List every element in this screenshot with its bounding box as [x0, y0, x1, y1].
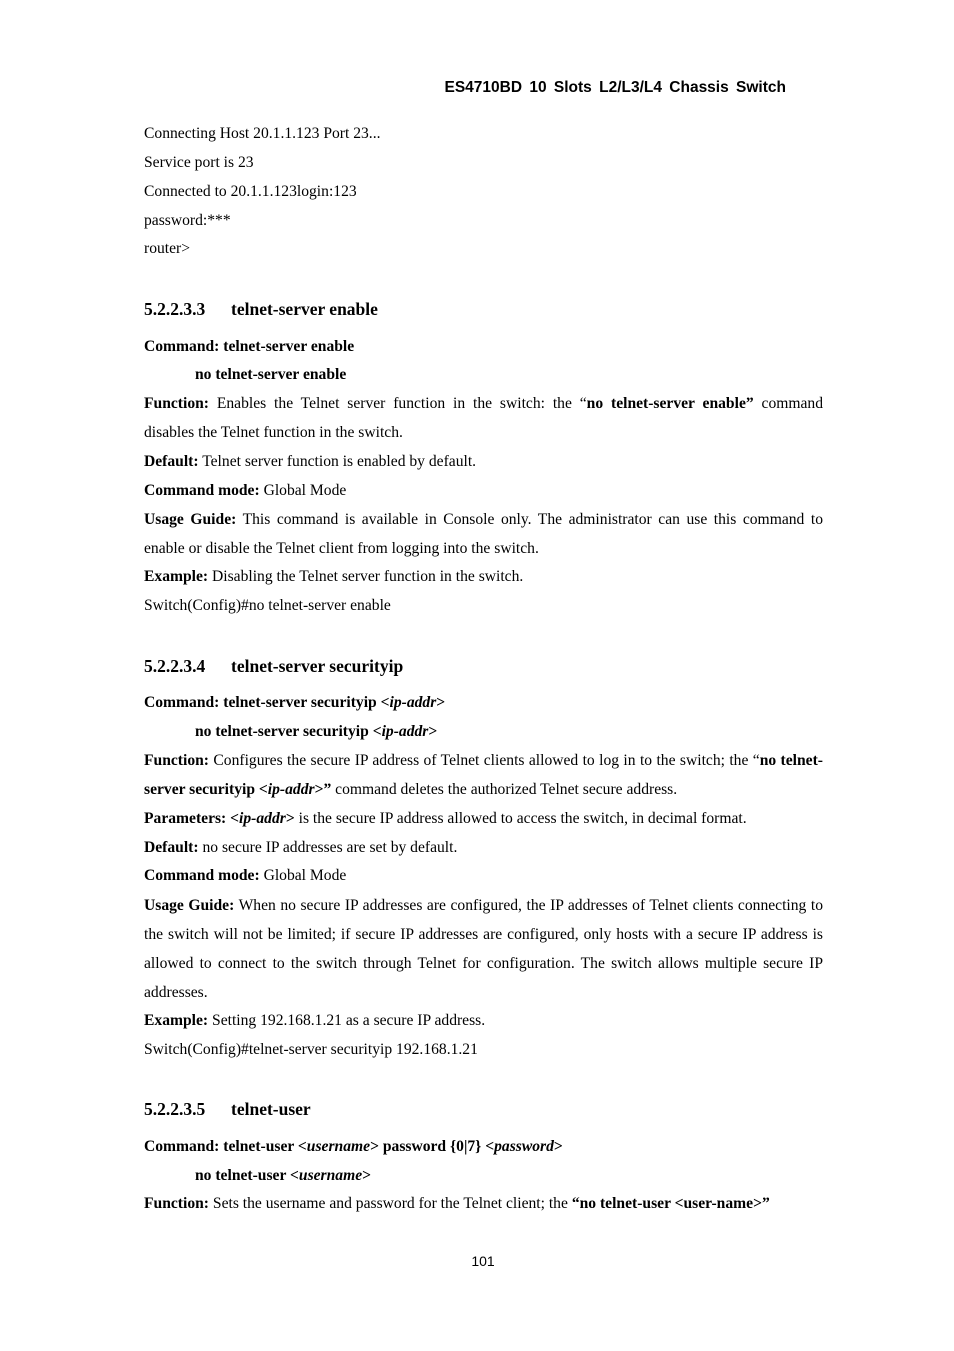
example-line [144, 567, 523, 587]
command-label: Command: [144, 1138, 220, 1155]
example-label: Example: [144, 1012, 209, 1029]
command-line [144, 1137, 563, 1157]
parameters-line [144, 809, 747, 829]
function-text: Sets the username and password for the Telnet client; the [212, 1195, 572, 1212]
function-command: “no telnet-user <user-name>” [571, 1195, 770, 1212]
section-title: telnet-user [231, 1099, 311, 1119]
function-command: no telnet-server securityip < [144, 752, 823, 798]
function-label: Function: [144, 1195, 209, 1212]
default-text: Telnet server function is enabled by default. [202, 453, 477, 470]
function-paragraph [144, 746, 823, 804]
command-line [144, 337, 354, 357]
function-paragraph [144, 389, 823, 447]
mode-line [144, 866, 346, 886]
command-param: username [306, 1138, 371, 1155]
section-number: 5.2.2.3.5 [144, 1099, 206, 1119]
parameters-text: is the secure IP address allowed to access the switch, in decimal format. [294, 810, 747, 827]
intro-line: Connecting Host 20.1.1.123 Port 23... [144, 125, 381, 142]
section-title: telnet-server securityip [231, 656, 404, 676]
function-text: command deletes the authorized Telnet secure address. [331, 781, 678, 798]
command-text: telnet-server enable [223, 338, 355, 355]
usage-text: When no secure IP addresses are configured, the IP addresses of Telnet clients connecting to the switch will not be limited; if secure IP addresses are configured, only hosts with a secure IP address is allowed to connect to the switch through Telnet for configuration. The switch allows multiple secure IP addresses. [144, 897, 824, 1001]
command-param: password [494, 1138, 554, 1155]
intro-line: router> [144, 240, 191, 257]
command-line [144, 693, 445, 713]
command-close: > [436, 694, 446, 711]
intro-line: password:*** [144, 212, 231, 229]
running-header: ES4710BD 10 Slots L2/L3/L4 Chassis Switch [444, 79, 786, 96]
intro-line: Connected to 20.1.1.123login:123 [144, 183, 357, 200]
command-param: username [298, 1167, 363, 1184]
section-number: 5.2.2.3.3 [144, 299, 206, 319]
mode-text: Global Mode [263, 867, 347, 884]
section-heading-telnet-user [144, 1098, 311, 1120]
mode-label: Command mode: [144, 482, 260, 499]
command-label: Command: [144, 694, 220, 711]
command-label: Command: [144, 338, 220, 355]
section-number: 5.2.2.3.4 [144, 656, 206, 676]
page-number: 101 [471, 1253, 495, 1269]
function-param: ip-addr [267, 781, 315, 798]
function-line [144, 1194, 770, 1214]
no-command-text: no telnet-user < [195, 1167, 299, 1184]
function-label: Function: [144, 752, 209, 769]
example-line [144, 1011, 485, 1031]
example-label: Example: [144, 568, 209, 585]
section-title: telnet-server enable [231, 299, 378, 319]
param-close: > [285, 810, 295, 827]
default-label: Default: [144, 839, 199, 856]
section-heading-telnet-server-securityip [144, 655, 403, 677]
mode-label: Command mode: [144, 867, 260, 884]
function-command-close: >” [314, 781, 332, 798]
example-command: Switch(Config)#telnet-server securityip 192.168.1.21 [144, 1041, 478, 1058]
example-text: Disabling the Telnet server function in the switch. [212, 568, 524, 585]
mode-line [144, 481, 346, 501]
param-open: < [230, 810, 240, 827]
command-text: telnet-user < [223, 1138, 307, 1155]
command-close: > [428, 723, 438, 740]
mode-text: Global Mode [263, 482, 347, 499]
no-command-text: no telnet-server securityip < [195, 723, 382, 740]
example-command: Switch(Config)#no telnet-server enable [144, 597, 391, 614]
no-command-line [195, 722, 437, 742]
section-heading-telnet-server-enable [144, 298, 378, 320]
command-text: > password {0|7} < [370, 1138, 495, 1155]
default-label: Default: [144, 453, 199, 470]
usage-paragraph [144, 505, 823, 563]
function-command: no telnet-server enable” [586, 395, 754, 412]
example-text: Setting 192.168.1.21 as a secure IP address. [212, 1012, 486, 1029]
function-text: command disables the Telnet function in the switch. [144, 395, 824, 441]
function-label: Function: [144, 395, 209, 412]
usage-paragraph [144, 891, 823, 1007]
usage-text: This command is available in Console only. The administrator can use this command to enable or disable the Telnet client from logging into the switch. [144, 511, 824, 557]
command-close: > [362, 1167, 372, 1184]
function-text: Configures the secure IP address of Telnet clients allowed to log in to the switch; the “ [213, 752, 760, 769]
default-line [144, 452, 476, 472]
intro-line: Service port is 23 [144, 154, 254, 171]
parameters-label: Parameters: [144, 810, 227, 827]
no-command-line: no telnet-server enable [195, 366, 347, 383]
default-text: no secure IP addresses are set by default. [202, 839, 458, 856]
default-line [144, 838, 457, 858]
command-param: ip-addr [389, 694, 437, 711]
usage-label: Usage Guide: [144, 897, 235, 914]
usage-label: Usage Guide: [144, 511, 237, 528]
no-command-line [195, 1166, 371, 1186]
param-name: ip-addr [239, 810, 286, 827]
command-text: telnet-server securityip < [223, 694, 390, 711]
function-text: Enables the Telnet server function in the switch: the “ [216, 395, 587, 412]
command-close: > [553, 1138, 563, 1155]
command-param: ip-addr [381, 723, 429, 740]
